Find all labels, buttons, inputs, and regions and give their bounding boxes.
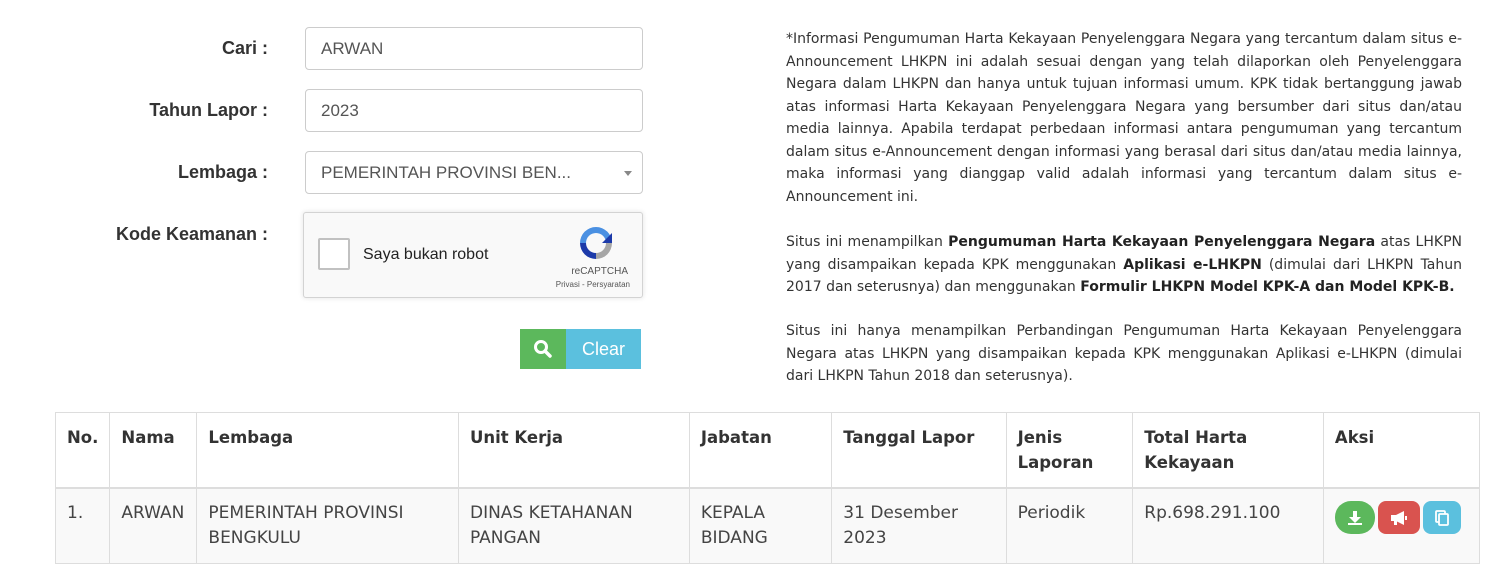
kode-keamanan-label: Kode Keamanan : [115, 224, 268, 244]
search-button[interactable] [520, 329, 566, 369]
clear-button[interactable]: Clear [566, 329, 641, 369]
info-text: Situs ini menampilkan [786, 234, 949, 250]
info-paragraph-2 [786, 231, 1462, 299]
recaptcha-widget [303, 212, 643, 298]
cell-jenis-laporan: Periodik [1006, 488, 1133, 564]
recaptcha-terms-link[interactable]: Privasi - Persyaratan [555, 280, 630, 289]
cari-label: Cari : [221, 38, 268, 58]
cell-jabatan: KEPALA BIDANG [689, 488, 831, 564]
recaptcha-logo-icon [576, 223, 616, 263]
lembaga-select[interactable] [305, 151, 643, 194]
search-icon [533, 339, 553, 359]
copy-button[interactable] [1423, 501, 1461, 534]
info-text: atas LHKPN yang disampaikan kepada KPK menggunakan [786, 234, 1462, 273]
cari-input[interactable] [305, 27, 643, 70]
header-total-harta: Total Harta Kekayaan [1133, 413, 1324, 489]
info-bold-text: Formulir LHKPN Model KPK-A dan Model KPK-B. [1080, 279, 1455, 295]
results-table [55, 412, 1480, 564]
lembaga-select-value: PEMERINTAH PROVINSI BEN... [321, 162, 572, 182]
cell-aksi [1323, 488, 1479, 564]
tahun-lapor-label: Tahun Lapor : [149, 100, 268, 120]
header-aksi: Aksi [1323, 413, 1479, 489]
cell-total-harta: Rp.698.291.100 [1133, 488, 1324, 564]
cell-no: 1. [56, 488, 110, 564]
info-bold-text: Aplikasi e-LHKPN [1123, 256, 1262, 273]
announcement-button[interactable] [1378, 501, 1420, 534]
disclaimer-paragraph: *Informasi Pengumuman Harta Kekayaan Penyelenggara Negara yang tercantum dalam situs e-Announcement LHKPN ini adalah sesuai dengan yang telah dilaporkan oleh Penyelenggara Negara dalam LHKPN dan hanya untuk tujuan informasi umum. KPK tidak bertanggung jawab atas informasi Harta Kekayaan Penyelenggara Negara yang bersumber dari situs dan/atau media lainnya. Apabila terdapat perbedaan informasi antara pengumuman yang tercantum dalam situs e-Announcement dengan informasi yang berasal dari situs dan/atau media lainnya, maka informasi yang dianggap valid adalah informasi yang tercantum dalam situs e-Announcement ini. [786, 31, 1462, 205]
copy-icon [1434, 510, 1450, 526]
header-jenis-laporan: Jenis Laporan [1006, 413, 1133, 489]
info-bold-text: Pengumuman Harta Kekayaan Penyelenggara Negara [948, 234, 1376, 250]
download-button[interactable] [1335, 501, 1375, 534]
announcement-icon [1390, 510, 1408, 526]
cell-tanggal-lapor: 31 Desember 2023 [832, 488, 1006, 564]
cell-nama: ARWAN [110, 488, 197, 564]
download-icon [1347, 510, 1363, 526]
header-nama: Nama [110, 413, 197, 489]
header-unit-kerja: Unit Kerja [458, 413, 689, 489]
recaptcha-brand: reCAPTCHA [571, 266, 628, 277]
table-row [56, 488, 1480, 564]
cell-unit-kerja: DINAS KETAHANAN PANGAN [458, 488, 689, 564]
cari-input-value: ARWAN [321, 38, 384, 58]
dropdown-arrow-icon [624, 171, 632, 176]
info-text: (dimulai dari LHKPN Tahun 2017 dan seterusnya) dan menggunakan [786, 256, 1463, 295]
lembaga-label: Lembaga : [177, 162, 268, 182]
info-paragraph-3: Situs ini hanya menampilkan Perbandingan Pengumuman Harta Kekayaan Penyelenggara Negara atas LHKPN yang disampaikan kepada KPK menggunakan Aplikasi e-LHKPN (dimulai dari LHKPN Tahun 2018 dan seterusnya). [786, 323, 1462, 384]
recaptcha-label: Saya bukan robot [363, 246, 489, 263]
header-jabatan: Jabatan [689, 413, 831, 489]
table-header-row [56, 413, 1480, 489]
header-no: No. [56, 413, 110, 489]
cell-lembaga: PEMERINTAH PROVINSI BENGKULU [197, 488, 459, 564]
recaptcha-checkbox[interactable] [318, 238, 350, 270]
tahun-lapor-input[interactable] [305, 89, 643, 132]
header-lembaga: Lembaga [197, 413, 459, 489]
tahun-lapor-input-value: 2023 [321, 100, 359, 120]
header-tanggal-lapor: Tanggal Lapor [832, 413, 1006, 489]
